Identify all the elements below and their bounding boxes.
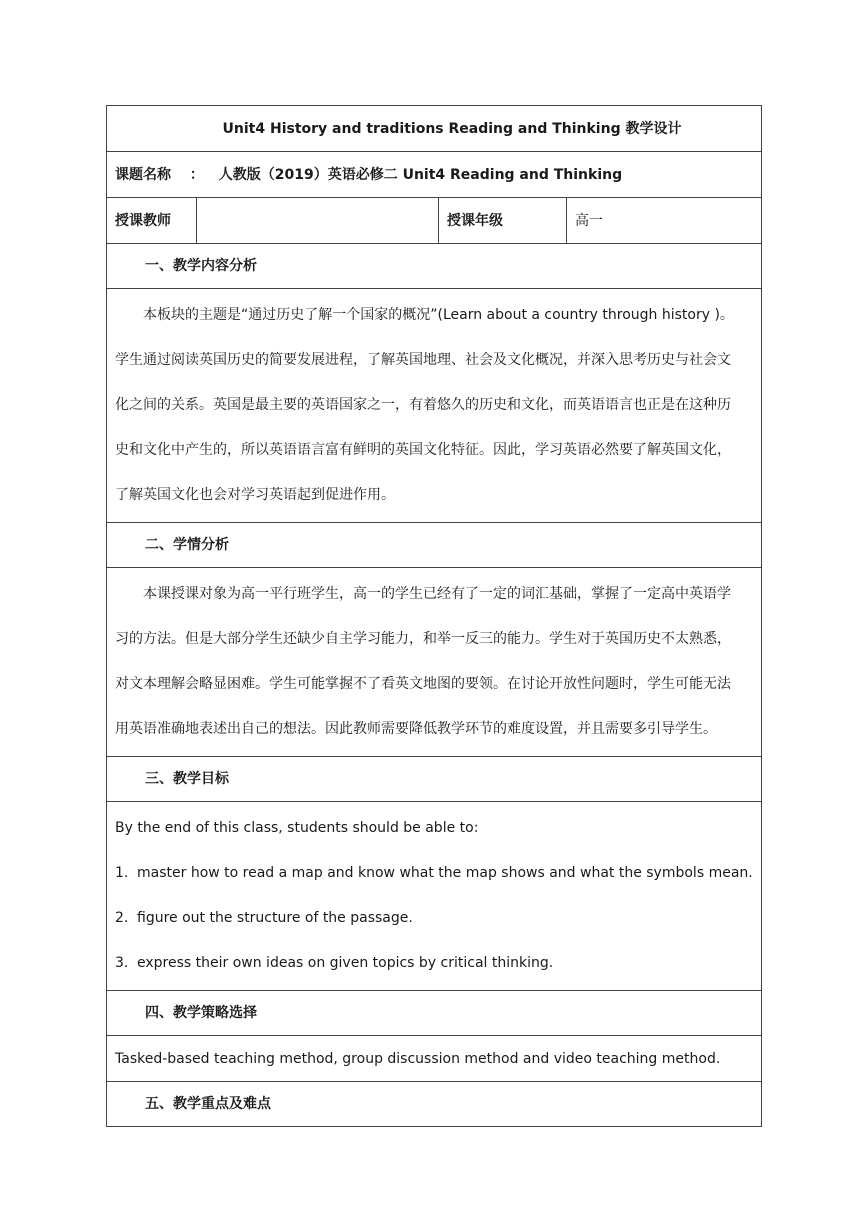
paragraph-line: 对文本理解会略显困难。学生可能掌握不了看英文地图的要领。在讨论开放性问题时，学生可能无法 <box>115 676 731 692</box>
course-separator: ： <box>189 166 204 183</box>
goal-item <box>115 941 753 986</box>
paragraph-line: 学生通过阅读英国历史的简要发展进程，了解英国地理、社会及文化概况，并深入思考历史与社会文 <box>115 352 731 368</box>
goal-item <box>115 896 753 941</box>
section-heading-teaching-goals: 三、教学目标 <box>107 757 762 802</box>
paragraph-line: 习的方法。但是大部分学生还缺少自主学习能力，和举一反三的能力。学生对于英国历史不太熟悉， <box>115 631 731 647</box>
paragraph-line: 用英语准确地表述出自己的想法。因此教师需要降低教学环节的难度设置，并且需要多引导学生。 <box>115 721 717 737</box>
paragraph-line: 史和文化中产生的，所以英语语言富有鲜明的英国文化特征。因此，学习英语必然要了解英国文化， <box>115 442 731 458</box>
document-title: Unit4 History and traditions Reading and Thinking 教学设计 <box>222 120 682 137</box>
goal-number: 2. <box>115 910 129 926</box>
goal-number: 1. <box>115 865 129 881</box>
goal-text: master how to read a map and know what the map shows and what the symbols mean. <box>137 865 753 881</box>
paragraph-line: 本课授课对象为高一平行班学生，高一的学生已经有了一定的词汇基础，掌握了一定高中英语学 <box>143 586 731 602</box>
grade-value: 高一 <box>567 198 762 244</box>
grade-label: 授课年级 <box>439 198 567 244</box>
course-value: 人教版（2019）英语必修二 Unit4 Reading and Thinking <box>218 166 623 183</box>
course-label: 课题名称 <box>115 166 171 183</box>
teaching-strategy-text: Tasked-based teaching method, group discussion method and video teaching method. <box>107 1036 762 1082</box>
section-heading-student-analysis: 二、学情分析 <box>107 523 762 568</box>
content-analysis-body <box>107 289 762 523</box>
goal-item <box>115 851 753 896</box>
paragraph-line: 了解英国文化也会对学习英语起到促进作用。 <box>115 487 395 503</box>
goal-number: 3. <box>115 955 129 971</box>
document-title-cell <box>107 106 762 152</box>
teacher-value <box>197 198 439 244</box>
goals-intro: By the end of this class, students should be able to: <box>115 820 479 836</box>
section-heading-key-points: 五、教学重点及难点 <box>107 1082 762 1127</box>
goals-list <box>115 851 753 986</box>
goal-text: figure out the structure of the passage. <box>137 910 413 926</box>
paragraph-line: 本板块的主题是“通过历史了解一个国家的概况”(Learn about a country through history )。 <box>143 307 734 323</box>
goal-text: express their own ideas on given topics by critical thinking. <box>137 955 554 971</box>
student-analysis-body <box>107 568 762 757</box>
paragraph-line: 化之间的关系。英国是最主要的英语国家之一，有着悠久的历史和文化，而英语语言也正是在这种历 <box>115 397 731 413</box>
section-heading-content-analysis: 一、教学内容分析 <box>107 244 762 289</box>
teaching-goals-body <box>107 802 762 991</box>
lesson-plan-table <box>106 105 762 1127</box>
course-name-row <box>107 152 762 198</box>
section-heading-teaching-strategy: 四、教学策略选择 <box>107 991 762 1036</box>
teacher-label: 授课教师 <box>107 198 197 244</box>
